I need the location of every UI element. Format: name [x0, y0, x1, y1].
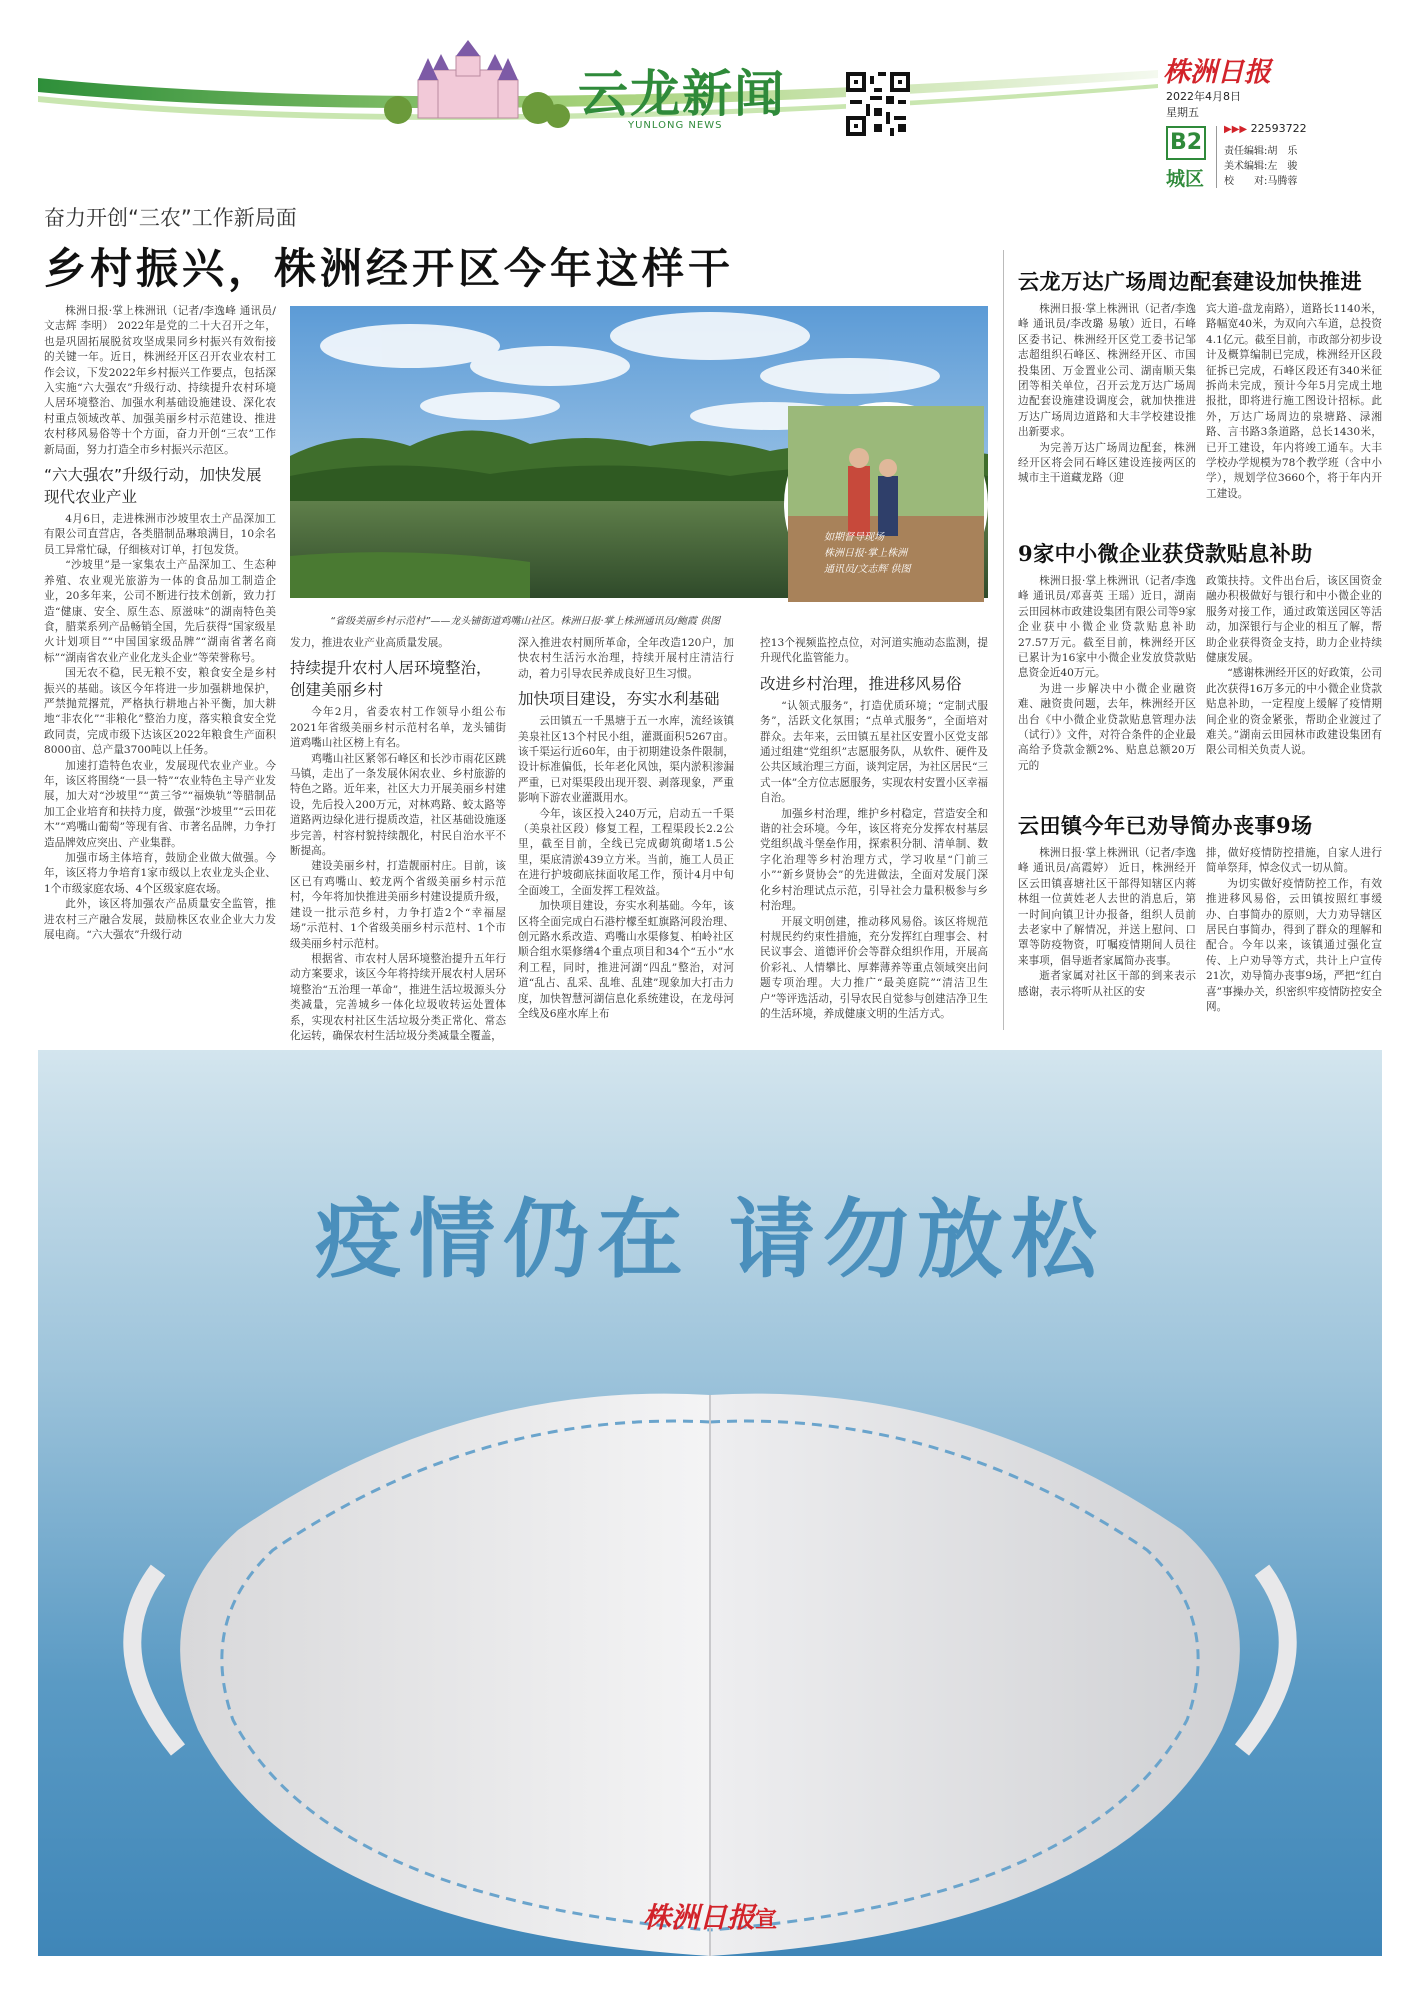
paragraph: 今年2月，省委农村工作领导小组公布2021年省级美丽乡村示范村名单，龙头铺街道鸡嘴山社区榜上有名。 — [290, 706, 506, 750]
side-article-2-col-a — [1018, 574, 1196, 804]
subhead-3: 加快项目建设，夯实水利基础 — [518, 690, 720, 709]
article-column-1 — [44, 304, 276, 1026]
article-kicker: 奋力开创“三农”工作新局面 — [44, 206, 297, 230]
paragraph: 排，做好疫情防控措施，自家人进行简单祭拜，悼念仪式一切从简。 — [1206, 847, 1382, 875]
main-photo — [290, 306, 988, 598]
inset-photo — [784, 402, 988, 606]
issue-date: 2022年4月8日 — [1166, 90, 1241, 103]
subhead-4: 改进乡村治理，推进移风易俗 — [760, 674, 962, 693]
section-pinyin: YUNLONG NEWS — [628, 120, 723, 131]
paragraph: 今年，该区投入240万元，启动五一千渠（美泉社区段）修复工程，工程渠段长2.2公里，截至目前，全线已完成砌筑砌堵1.5公里，渠底清淤439立方米。当前，施工人员正在进行护坡砌底抹面收尾工作，预计4月中旬全面竣工，全面发挥工程效益。 — [518, 807, 734, 897]
page-number: B2 — [1169, 130, 1203, 155]
side-article-1-col-a — [1018, 302, 1196, 540]
paragraph: 逝者家属对社区干部的到来表示感谢，表示将听从社区的安 — [1018, 970, 1196, 998]
paragraph: 云田镇五一千黑塘于五一水库，流经该镇美泉社区13个村民小组，灌溉面积5267亩。该千渠运行近60年，由于初期建设条件限制，设计标准偏低，长年老化风蚀，渠内淤积渗漏严重，已对渠渠段出现开裂、剥落现象，严重影响下游农业灌溉用水。 — [518, 715, 734, 805]
paragraph: 株洲日报·掌上株洲讯（记者/李逸峰 通讯员/邓喜英 王瑶）近日，湖南云田园林市政建设集团有限公司等9家企业获中小微企业贷款贴息补助27.57万元。截至目前，株洲经开区已累计为16家中小微企业发放贷款贴息资金近40万元。 — [1018, 575, 1196, 680]
lead-paragraph: 株洲日报·掌上株洲讯（记者/李逸峰 通讯员/文志辉 李明） 2022年是党的二十大召开之年，也是巩固拓展脱贫攻坚成果同乡村振兴有效衔接的关键一年。近日，株洲经开区召开农业农村工作会议，下发2022年乡村振兴工作要点，包括深入实施“六大强农”升级行动、持续提升农村环境人居环境整治、加强水利基础设施建设、深化农村重点领域改革、加强美丽乡村示范建设、推进农村移风易俗等十个方面，奋力开创“三农”工作新局面，努力打造全市乡村振兴示范区。 — [44, 305, 276, 456]
psa-footer-brand: 株洲日报 — [642, 1901, 755, 1934]
article-column-3 — [518, 636, 734, 1026]
article-column-4 — [760, 636, 988, 1026]
psa-advertisement — [38, 1050, 1382, 1956]
paragraph: 深入推进农村厕所革命，全年改造120户，加快农村生活污水治理，持续开展村庄清洁行动，着力引导农民养成良好卫生习惯。 — [518, 637, 734, 680]
side-article-3-col-b — [1206, 846, 1382, 1026]
page-label: 城区 — [1166, 168, 1205, 190]
paragraph: “沙坡里”是一家集农土产品深加工、生态种养殖、农业观光旅游为一体的食品加工制造企业，20多年来，公司不断进行技术创新，致力打造“健康、安全、原生态、原滋味”的湖南特色美食，腊菜系列产品畅销全国，先后获得“国家级星火计划项目”“中国国家级品牌”“湖南省著名商标”“湖南省农业产业化龙头企业”等荣誉称号。 — [44, 559, 276, 664]
editor-line-1: 责任编辑:胡 乐 — [1224, 146, 1298, 157]
paragraph: 鸡嘴山社区紧邻石峰区和长沙市雨花区跳马镇，走出了一条发展休闲农业、乡村旅游的特色之路。近年来，社区大力开展美丽乡村建设，先后投入200万元，对林鸡路、蛟太路等道路两边绿化进行提质改造，社区基础设施逐步完善，村容村貌持续靓化，村民自治水平不断提高。 — [290, 752, 506, 858]
inset-caption-2: 株洲日报·掌上株洲 — [824, 548, 908, 559]
paragraph: 株洲日报·掌上株洲讯（记者/李逸峰 通讯员/高霞婷） 近日，株洲经开区云田镇喜塘社区干部得知辖区内蒋林组一位黄姓老人去世的消息后，第一时间向镇卫计办报备，组织人员前去老家中了解情况，并送上慰问、口罩等防疫物资，叮嘱疫情期间人员往来事项，倡导逝者家属简办丧事。 — [1018, 847, 1196, 967]
inset-caption-3: 通讯员/文志辉 供图 — [824, 564, 911, 575]
paragraph: 加强市场主体培育，鼓励企业做大做强。今年，该区将力争培育1家市级以上农业龙头企业、1个市级家庭农场、4个区级家庭农场。 — [44, 852, 276, 895]
paragraph: 发力，推进农业产业高质量发展。 — [290, 637, 449, 649]
side-article-1-title: 云龙万达广场周边配套建设加快推进 — [1018, 269, 1362, 294]
paragraph: 加快项目建设，夯实水利基础。今年，该区将全面完成白石港柠檬至虹旗路河段治理、创元路水系改造、鸡嘴山水渠修复、柏岭社区顺合组水渠修缮4个重点项目和34个“五小”水利工程，同时，推进河湖“四乱”整治，对河道“乱占、乱采、乱堆、乱建”现象加大打击力度，加快智慧河湖信息化系统建设，在龙母河全线及6座水库上布 — [518, 900, 734, 1020]
paragraph: 加强乡村治理，维护乡村稳定，营造安全和谐的社会环境。今年，该区将充分发挥农村基层党组织战斗堡垒作用，探索积分制、清单制、数字化治理等乡村治理方式，学习收星“门前三小”“新乡贤协会”的先进做法，全面对发展门深化乡村治理试点示范，引导社会力量积极参与乡村治理。 — [760, 807, 988, 913]
qr-code-icon[interactable] — [846, 72, 910, 136]
side-article-3-col-a — [1018, 846, 1196, 1026]
article-column-2 — [290, 636, 506, 1042]
psa-slogan: 疫情仍在 请勿放松 — [315, 1190, 1105, 1290]
editor-line-2: 美术编辑:左 骏 — [1224, 161, 1298, 172]
inset-caption-1: 如期督导现场 — [824, 532, 884, 543]
section-name: 云龙新闻 — [578, 64, 786, 123]
column-divider — [1003, 250, 1004, 1030]
paragraph: 株洲日报·掌上株洲讯（记者/李逸峰 通讯员/李改璐 易敏）近日，石峰区委书记、株洲经开区党工委书记邹志超组织石峰区、株洲经开区、市国投集团、万金置业公司、湖南顺天集团等相关单位，召开云龙万达广场周边配套设施建设调度会，就加快推进万达广场周边道路和大丰学校建设推出新要求。 — [1018, 303, 1196, 439]
paragraph: 根据省、市农村人居环境整治提升五年行动方案要求，该区今年将持续开展农村人居环境整治“五治理一革命”，推进生活垃圾源头分类减量，完善城乡一体化垃圾收转运处置体系，实现农村社区生活垃圾分类正常化、常态化运转，确保农村生活垃圾分类减量全覆盖， — [290, 952, 506, 1042]
issue-weekday: 星期五 — [1166, 106, 1199, 119]
paragraph: “认领式服务”，打造优质环境；“定制式服务”，活跃文化氛围；“点单式服务”，全面培对群众。去年来，云田镇五星社区安置小区党支部通过组建“党组织”志愿服务队，从软件、硬件及公共区域治理三方面，谈判定居，为社区居民“三式一体”全方位志愿服务，实现农村安置小区幸福自治。 — [760, 699, 988, 805]
page-number-badge — [1166, 126, 1206, 160]
divider-vertical — [1216, 126, 1217, 188]
psa-footer — [38, 1896, 1382, 1936]
photo-caption: “省级美丽乡村示范村”——龙头铺街道鸡嘴山社区。株洲日报·掌上株洲通讯员/鲍霞 供图 — [330, 616, 721, 627]
paper-name: 株洲日报 — [1163, 57, 1271, 88]
hotline-number: 22593722 — [1250, 122, 1307, 135]
paragraph: 4月6日，走进株洲市沙坡里农土产品深加工有限公司直营店，各类腊制品琳琅满目，10余名员工异常忙碌，仔细核对订单，打包发货。 — [44, 513, 276, 556]
paragraph: 加速打造特色农业，发展现代农业产业。今年，该区将围绕“一县一特”“农业特色主导产业发展，加大对“沙坡里”“黄三爷”“福焕轨”等腊制品加工企业培育和扶持力度，做强“沙坡里”“云田花木”“鸡嘴山葡萄”等现有省、市著名品牌，力争打造品牌效应突出、产业集群。 — [44, 759, 276, 849]
paragraph: 为切实做好疫情防控工作，有效推进移风易俗，云田镇按照红事缓办、白事简办的原则，大力劝导辖区居民白事简办，得到了群众的理解和配合。今年以来，该镇通过强化宣传、上户劝导等方式，共计上户宣传21次，劝导简办丧事9场，严把“红白喜”事操办关，织密织牢疫情防控安全网。 — [1206, 877, 1382, 1014]
paragraph: 建设美丽乡村，打造靓丽村庄。目前，该区已有鸡嘴山、蛟龙两个省级美丽乡村示范村，今年将加快推进美丽乡村建设提质升级，建设一批示范乡村，力争打造2个“幸福屋场”示范村、1个省级美丽乡村示范村、1个市级美丽乡村示范村。 — [290, 860, 506, 950]
psa-footer-suffix: 宣 — [755, 1907, 778, 1933]
paragraph: “感谢株洲经开区的好政策，公司此次获得16万多元的中小微企业贷款贴息补助，一定程度上缓解了疫情期间企业的资金紧张，帮助企业渡过了难关。”湖南云田园林市政建设集团有限公司相关负责人说。 — [1206, 667, 1382, 757]
masthead — [38, 48, 1382, 198]
side-article-1-col-b — [1206, 302, 1382, 540]
paragraph: 国无农不稳，民无粮不安，粮食安全是乡村振兴的基础。该区今年将进一步加强耕地保护，严禁抛荒撂荒，严格执行耕地占补平衡，加大耕地“非农化”“非粮化”整治力度，落实粮食安全党政同责，完成市级下达该区2022年粮食生产面积8000亩、总产量3700吨以上任务。 — [44, 667, 276, 757]
paragraph: 控13个视频监控点位，对河道实施动态监测，提升现代化监管能力。 — [760, 637, 988, 665]
paragraph: 此外，该区将加强农产品质量安全监管，推进农村三产融合发展，鼓励株区农业企业大力发展电商。“六大强农”升级行动 — [44, 898, 276, 942]
side-article-2-title: 9家中小微企业获贷款贴息补助 — [1018, 541, 1313, 566]
subhead-1: “六大强农”升级行动，加快发展现代农业产业 — [44, 466, 262, 507]
article-headline: 乡村振兴，株洲经开区今年这样干 — [44, 244, 735, 293]
side-article-2-col-b — [1206, 574, 1382, 804]
paragraph: 为完善万达广场周边配套，株洲经开区将会同石峰区建设连接两区的城市主干道藏龙路（迎 — [1018, 441, 1196, 485]
paragraph: 开展文明创建，推动移风易俗。该区将规范村规民约约束性措施，充分发挥红白理事会、村民议事会、道德评价会等群众组织作用，开展高价彩礼、人情攀比、厚葬薄养等重点领域突出问题专项治理。大力推广“最美庭院”“清洁卫生户”等评选活动，引导农民自觉参与创建洁净卫生的生活环境，养成健康文明的生活方式。 — [760, 915, 988, 1020]
face-mask-graphic — [38, 1050, 1382, 1956]
paragraph: 宾大道-盘龙南路），道路长1140米，路幅宽40米，为双向六车道，总投资4.1亿元。截至目前，市政部分初步设计及概算编制已完成，株洲经开区段征拆已完成，石峰区段还有340米征拆尚未完成，预计今年5月完成土地报批，即将进行施工图设计招标。此外，万达广场周边的泉塘路、渌湘路、言书路3条道路，总长1430米，已开工建设，年内将竣工通车。大丰学校办学规模为78个教学班（含中小学），规划学位3660个，将于年内开工建设。 — [1206, 303, 1382, 500]
paragraph: 政策扶持。文件出台后，该区国资金融办积极做好与银行和中小微企业的服务对接工作，通过政策送园区等活动，加深银行与企业的相互了解，帮助企业获得资金支持，助力企业持续健康发展。 — [1206, 575, 1382, 665]
hotline-row — [1224, 122, 1307, 135]
subhead-2: 持续提升农村人居环境整治，创建美丽乡村 — [290, 659, 492, 700]
side-article-3-title: 云田镇今年已劝导简办丧事9场 — [1018, 813, 1313, 838]
paragraph: 为进一步解决中小微企业融资难、融资贵问题，去年，株洲经开区出台《中小微企业贷款贴息管理办法（试行）》文件，对符合条件的企业最高给予贷款金额2%、贴息总额20万元的 — [1018, 682, 1196, 772]
arrow-icon: ▶▶▶ — [1224, 124, 1248, 135]
editor-line-3: 校 对:马腾蓉 — [1224, 176, 1298, 187]
